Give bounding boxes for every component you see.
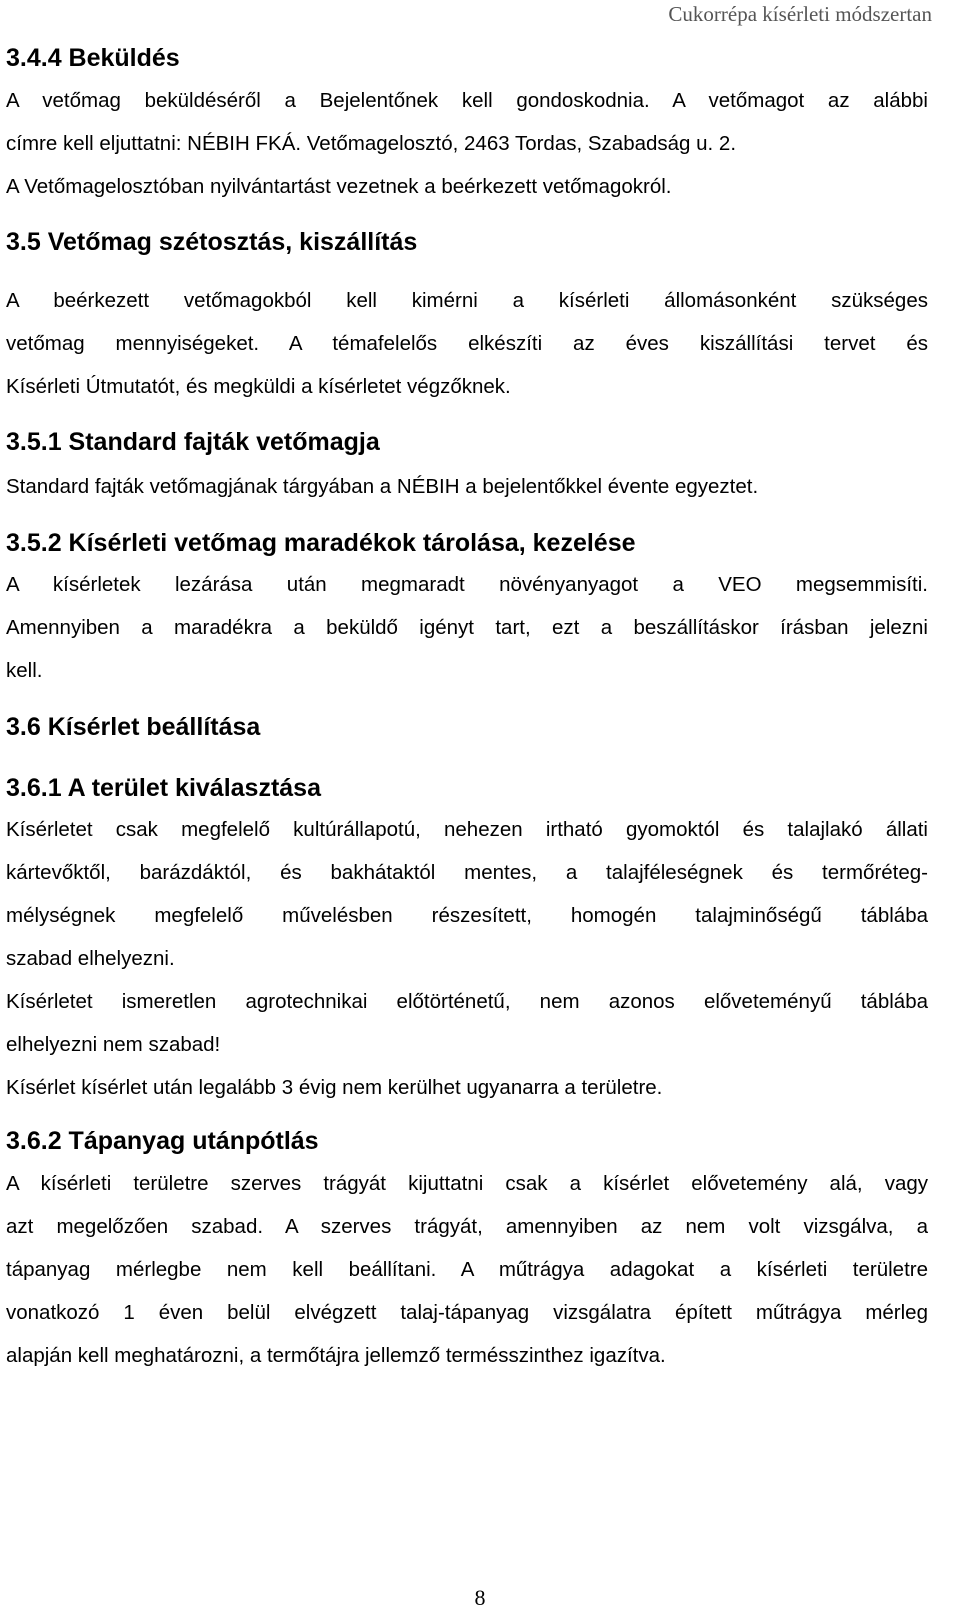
page-number: 8 [474,1585,486,1610]
heading-3-6: 3.6 Kísérlet beállítása [6,713,261,741]
heading-3-5: 3.5 Vetőmag szétosztás, kiszállítás [6,228,418,256]
heading-3-6-2: 3.6.2 Tápanyag utánpótlás [6,1127,319,1155]
text-line: A kísérletek lezárása után megmaradt növényanyagot a VEO megsemmisíti. [6,573,928,596]
heading-3-5-2: 3.5.2 Kísérleti vetőmag maradékok tárolása, kezelése [6,529,636,557]
text-line: Kísérlet kísérlet után legalább 3 évig nem kerülhet ugyanarra a területre. [6,1076,663,1099]
text-line: mélységnek megfelelő művelésben részesített, homogén talajminőségű táblába [6,904,928,927]
text-line: elhelyezni nem szabad! [6,1033,221,1056]
heading-3-6-1: 3.6.1 A terület kiválasztása [6,774,321,802]
text-line: alapján kell meghatározni, a termőtájra jellemző termésszinthez igazítva. [6,1344,666,1367]
paragraph-3-5-1 [6,465,928,508]
heading-3-4-4: 3.4.4 Beküldés [6,44,180,72]
text-line: vetőmag mennyiségeket. A témafelelős elkészíti az éves kiszállítási tervet és [6,332,928,355]
paragraph-3-4-4 [6,79,928,208]
heading-3-5-1: 3.5.1 Standard fajták vetőmagja [6,428,380,456]
text-line: kell. [6,659,43,682]
text-line: szabad elhelyezni. [6,947,175,970]
text-line: tápanyag mérlegbe nem kell beállítani. A műtrágya adagokat a kísérleti területre [6,1258,928,1281]
text-line: A kísérleti területre szerves trágyát kijuttatni csak a kísérlet elővetemény alá, vagy [6,1172,928,1195]
text-line: Standard fajták vetőmagjának tárgyában a NÉBIH a bejelentőkkel évente egyeztet. [6,475,759,498]
text-line: címre kell eljuttatni: NÉBIH FKÁ. Vetőmagelosztó, 2463 Tordas, Szabadság u. 2. [6,132,737,155]
text-line: Kísérleti Útmutatót, és megküldi a kísérletet végzőknek. [6,375,511,398]
text-line: Kísérletet ismeretlen agrotechnikai előtörténetű, nem azonos előveteményű táblába [6,990,928,1013]
text-line: kártevőktől, barázdáktól, és bakhátaktól mentes, a talajféleségnek és termőréteg- [6,861,928,884]
text-line: A Vetőmagelosztóban nyilvántartást vezetnek a beérkezett vetőmagokról. [6,175,672,198]
running-header: Cukorrépa kísérleti módszertan [668,2,932,26]
text-line: vonatkozó 1 éven belül elvégzett talaj-tápanyag vizsgálatra épített műtrágya mérleg [6,1301,928,1324]
paragraph-3-6-2 [6,1162,928,1377]
text-line: A vetőmag beküldéséről a Bejelentőnek kell gondoskodnia. A vetőmagot az alábbi [6,89,928,112]
paragraph-3-5 [6,279,928,408]
text-line: Kísérletet csak megfelelő kultúrállapotú, nehezen irtható gyomoktól és talajlakó állati [6,818,928,841]
text-line: azt megelőzően szabad. A szerves trágyát, amennyiben az nem volt vizsgálva, a [6,1215,928,1238]
text-line: A beérkezett vetőmagokból kell kimérni a kísérleti állomásonként szükséges [6,289,928,312]
paragraph-3-5-2 [6,563,928,692]
text-line: Amennyiben a maradékra a beküldő igényt tart, ezt a beszállításkor írásban jelezni [6,616,928,639]
paragraph-3-6-1 [6,808,928,1109]
